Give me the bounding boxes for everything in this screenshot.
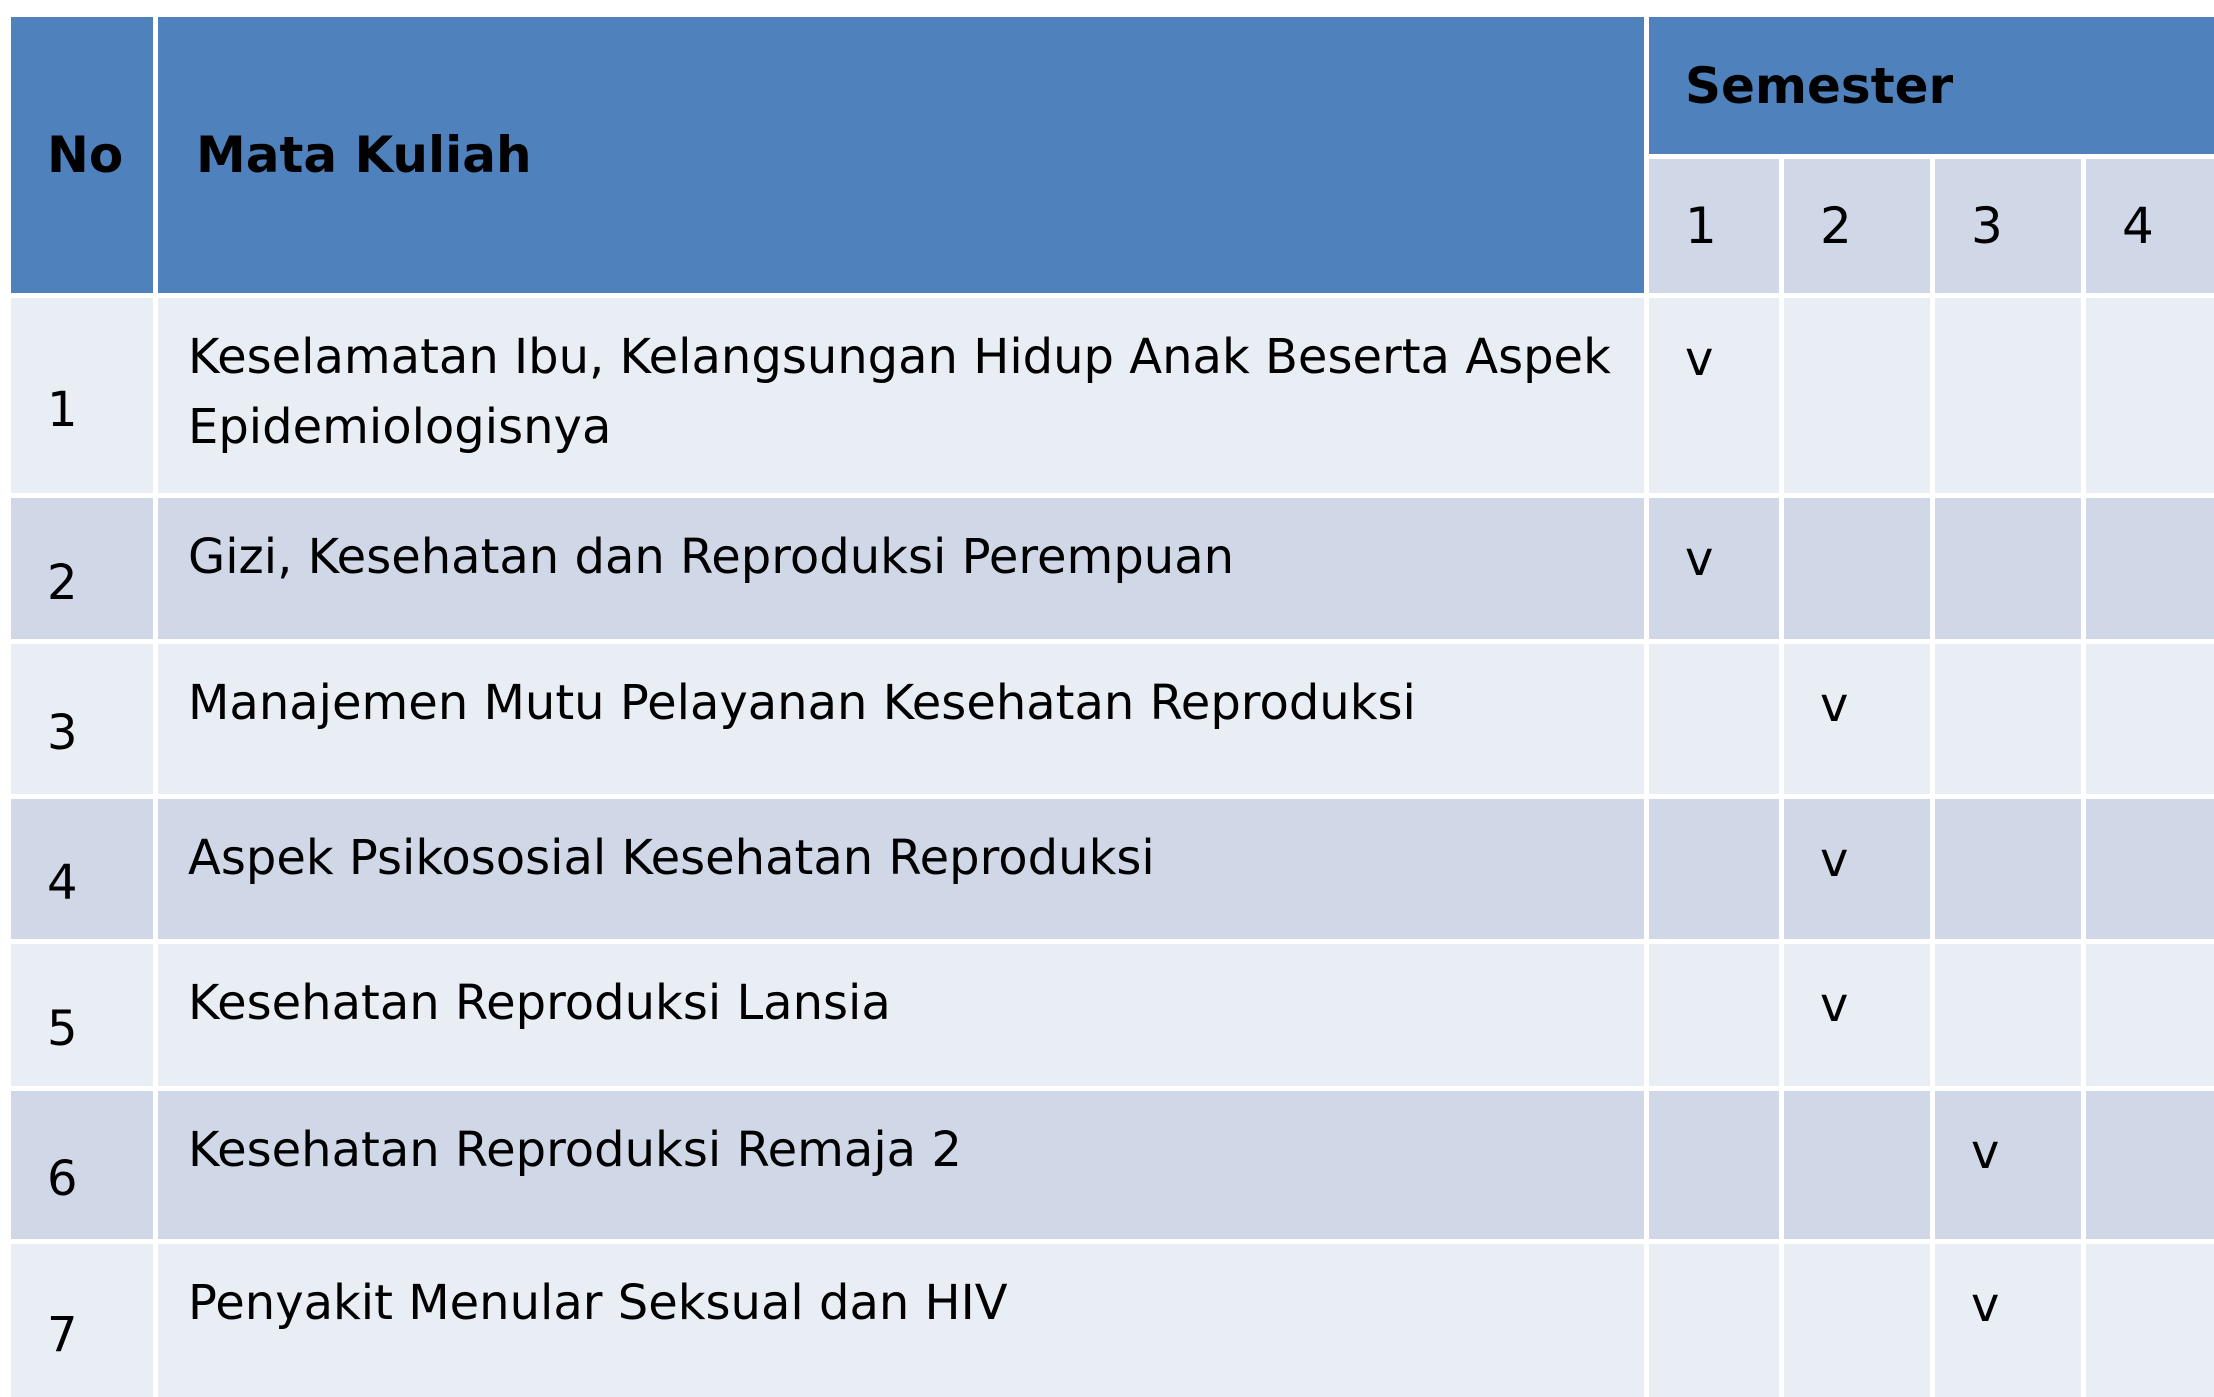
row-7-sem-1 bbox=[1649, 1244, 1779, 1397]
row-1-course: Keselamatan Ibu, Kelangsungan Hidup Anak Beserta Aspek Epidemiologisnya bbox=[158, 298, 1644, 493]
row-6-sem-2 bbox=[1784, 1091, 1930, 1239]
row-2-sem-2 bbox=[1784, 498, 1930, 639]
row-3-sem-2: v bbox=[1784, 644, 1930, 794]
row-1-sem-3 bbox=[1935, 298, 2081, 493]
row-5-sem-1 bbox=[1649, 944, 1779, 1086]
header-semester-1: 1 bbox=[1649, 159, 1779, 293]
row-7-sem-3: v bbox=[1935, 1244, 2081, 1397]
row-2-sem-1: v bbox=[1649, 498, 1779, 639]
header-semester: Semester bbox=[1649, 17, 2214, 154]
row-4-sem-3 bbox=[1935, 799, 2081, 939]
row-3-sem-1 bbox=[1649, 644, 1779, 794]
row-1-sem-1: v bbox=[1649, 298, 1779, 493]
header-semester-2: 2 bbox=[1784, 159, 1930, 293]
row-7-sem-2 bbox=[1784, 1244, 1930, 1397]
header-no: No bbox=[11, 17, 153, 293]
row-6-no: 6 bbox=[11, 1091, 153, 1239]
row-1-sem-4 bbox=[2086, 298, 2214, 493]
row-7-course: Penyakit Menular Seksual dan HIV bbox=[158, 1244, 1644, 1397]
row-2-sem-3 bbox=[1935, 498, 2081, 639]
row-6-sem-4 bbox=[2086, 1091, 2214, 1239]
header-semester-4: 4 bbox=[2086, 159, 2214, 293]
course-semester-table bbox=[11, 17, 2203, 1397]
header-course: Mata Kuliah bbox=[158, 17, 1644, 293]
row-4-course: Aspek Psikososial Kesehatan Reproduksi bbox=[158, 799, 1644, 939]
row-3-course: Manajemen Mutu Pelayanan Kesehatan Reproduksi bbox=[158, 644, 1644, 794]
row-4-sem-2: v bbox=[1784, 799, 1930, 939]
row-5-sem-3 bbox=[1935, 944, 2081, 1086]
row-1-no: 1 bbox=[11, 298, 153, 493]
row-4-no: 4 bbox=[11, 799, 153, 939]
row-5-sem-4 bbox=[2086, 944, 2214, 1086]
row-5-sem-2: v bbox=[1784, 944, 1930, 1086]
header-semester-3: 3 bbox=[1935, 159, 2081, 293]
row-7-no: 7 bbox=[11, 1244, 153, 1397]
row-5-course: Kesehatan Reproduksi Lansia bbox=[158, 944, 1644, 1086]
row-2-course: Gizi, Kesehatan dan Reproduksi Perempuan bbox=[158, 498, 1644, 639]
row-6-sem-1 bbox=[1649, 1091, 1779, 1239]
row-7-sem-4 bbox=[2086, 1244, 2214, 1397]
row-4-sem-1 bbox=[1649, 799, 1779, 939]
row-3-no: 3 bbox=[11, 644, 153, 794]
row-4-sem-4 bbox=[2086, 799, 2214, 939]
row-3-sem-4 bbox=[2086, 644, 2214, 794]
row-5-no: 5 bbox=[11, 944, 153, 1086]
row-6-sem-3: v bbox=[1935, 1091, 2081, 1239]
row-3-sem-3 bbox=[1935, 644, 2081, 794]
row-2-sem-4 bbox=[2086, 498, 2214, 639]
row-6-course: Kesehatan Reproduksi Remaja 2 bbox=[158, 1091, 1644, 1239]
row-2-no: 2 bbox=[11, 498, 153, 639]
row-1-sem-2 bbox=[1784, 298, 1930, 493]
